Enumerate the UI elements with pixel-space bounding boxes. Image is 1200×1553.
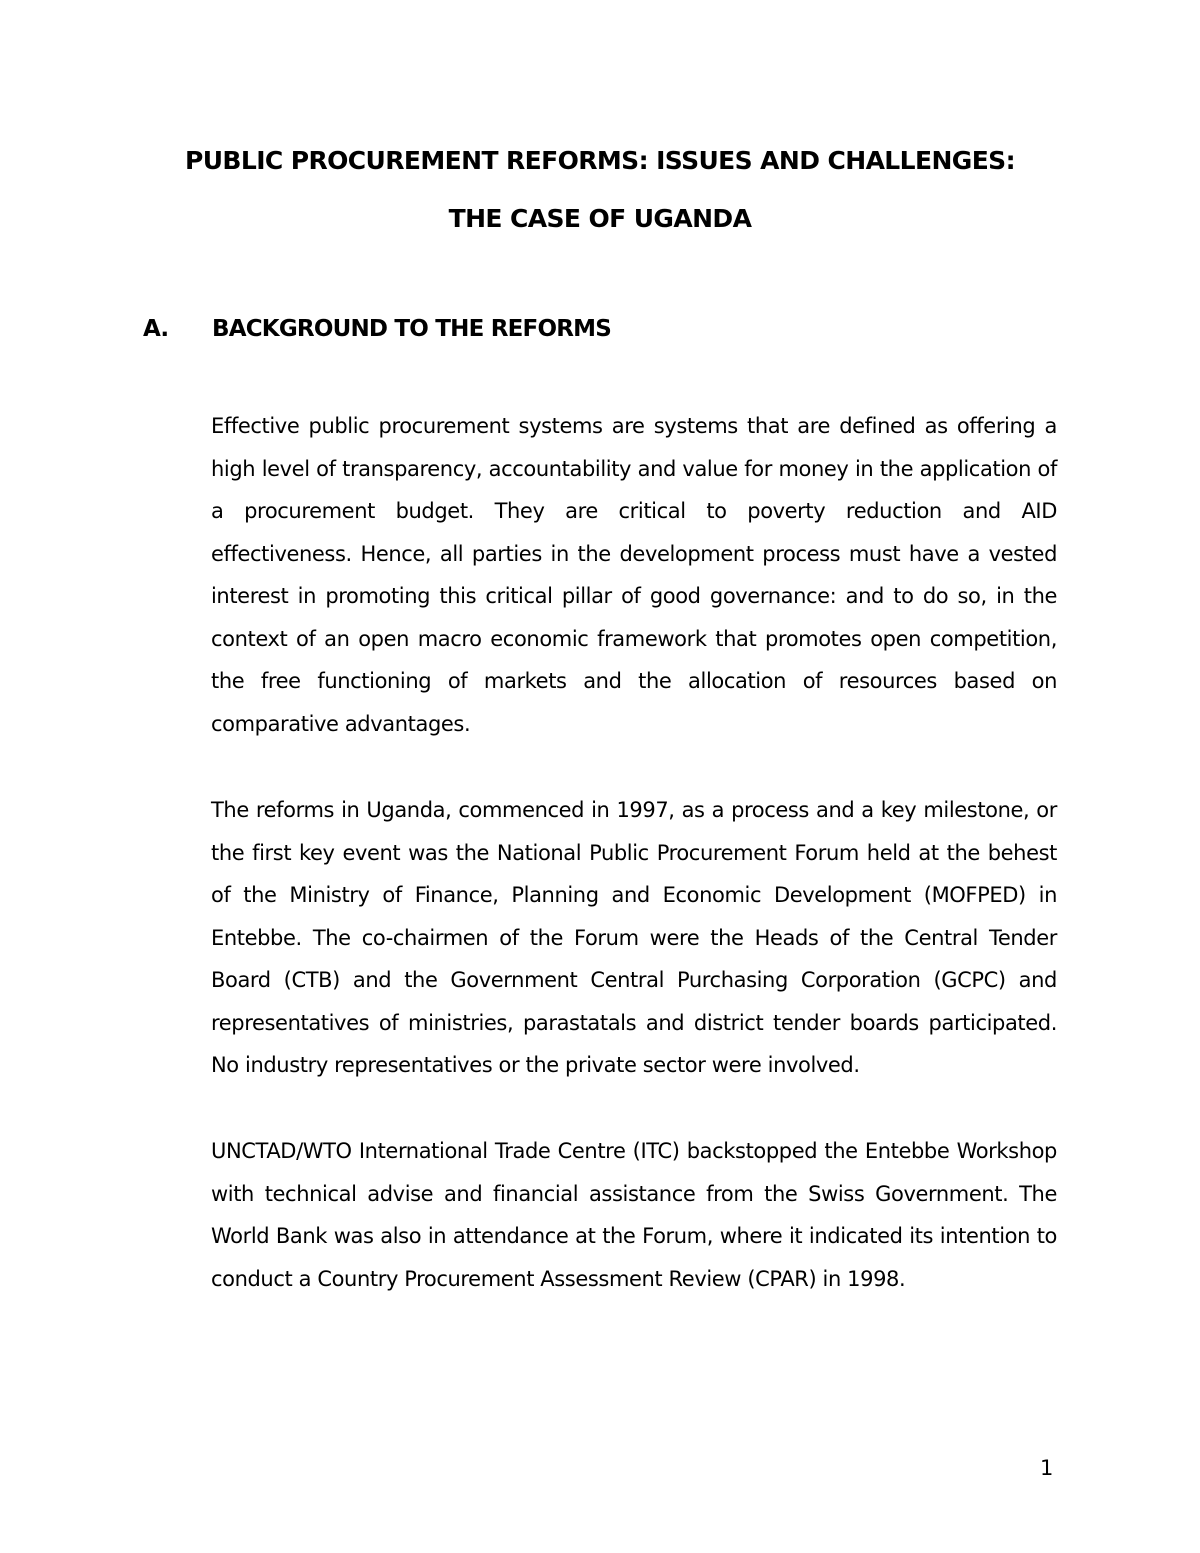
section-letter: A. xyxy=(143,316,169,342)
paragraph-3: UNCTAD/WTO International Trade Centre (ITC) backstopped the Entebbe Workshop with technical advise and financial assistance from the Swiss Government. The World Bank was also in attendance at the Forum, where it indicated its intention to conduct a Country Procurement Assessment Review (CPAR) in 1998. xyxy=(211,1139,1057,1291)
paragraph-2: The reforms in Uganda, commenced in 1997, as a process and a key milestone, or the first key event was the National Public Procurement Forum held at the behest of the Ministry of Finance, Planning and Economic Development (MOFPED) in Entebbe. The co-chairmen of the Forum were the Heads of the Central Tender Board (CTB) and the Government Central Purchasing Corporation (GCPC) and representatives of ministries, parastatals and district tender boards participated. No industry representatives or the private sector were involved. xyxy=(211,798,1057,1077)
paragraph-1: Effective public procurement systems are systems that are defined as offering a high level of transparency, accountability and value for money in the application of a procurement budget. They are critical to poverty reduction and AID effectiveness. Hence, all parties in the development process must have a vested interest in promoting this critical pillar of good governance: and to do so, in the context of an open macro economic framework that promotes open competition, the free functioning of markets and the allocation of resources based on comparative advantages. xyxy=(211,414,1057,736)
section-heading-text: BACKGROUND TO THE REFORMS xyxy=(212,316,611,342)
page-number: 1 xyxy=(1040,1456,1054,1480)
document-title-line-1: PUBLIC PROCUREMENT REFORMS: ISSUES AND CHALLENGES: xyxy=(185,146,1015,175)
section-heading xyxy=(143,316,611,342)
document-title-line-2: THE CASE OF UGANDA xyxy=(448,204,752,233)
